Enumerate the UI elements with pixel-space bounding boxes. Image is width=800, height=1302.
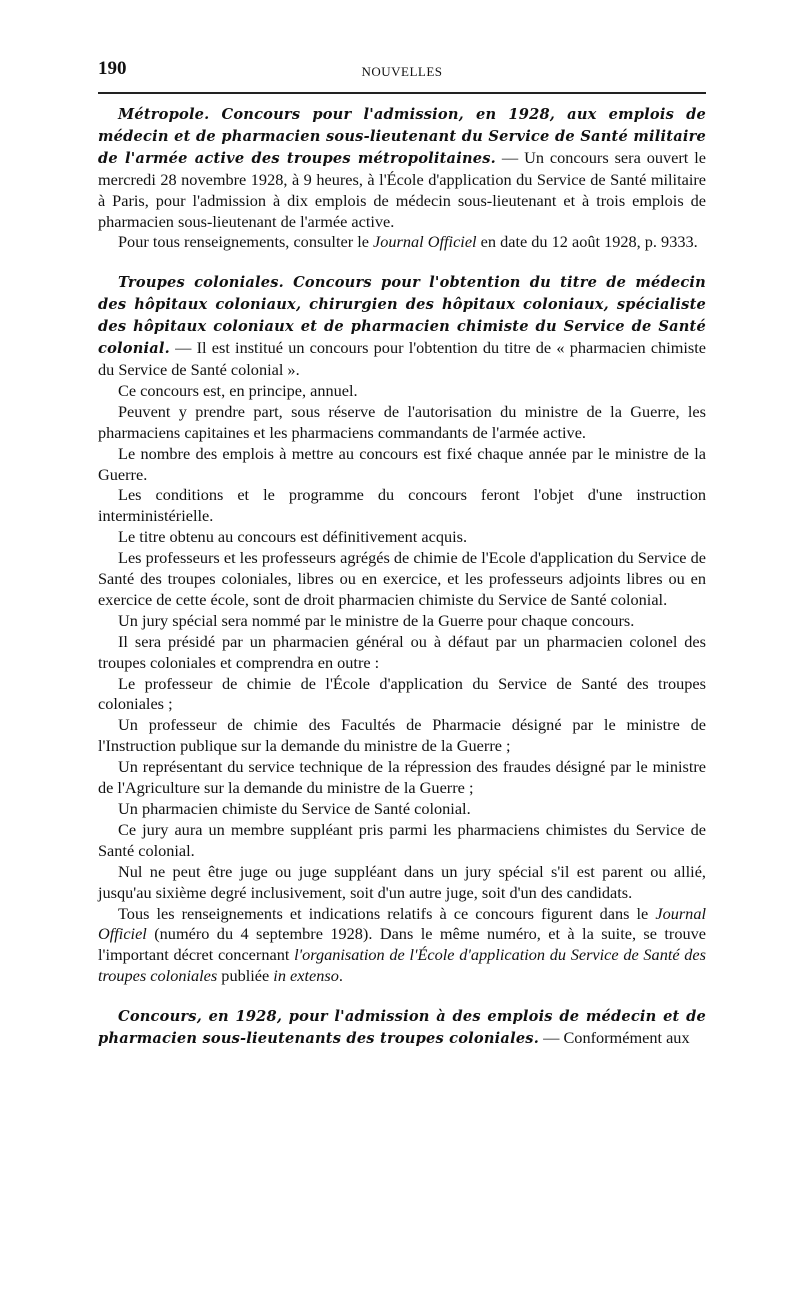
paragraph: Le professeur de chimie de l'École d'application du Service de Santé des troupes coloniales ; xyxy=(98,673,706,714)
paragraph: Ce concours est, en principe, annuel. xyxy=(118,380,358,400)
paragraph: Un professeur de chimie des Facultés de Pharmacie désigné par le ministre de l'Instruction publique sur la demande du ministre de la Guerre ; xyxy=(98,715,706,756)
section-troupes-coloniales-intro xyxy=(98,272,706,381)
paragraph: Le titre obtenu au concours est définitivement acquis. xyxy=(118,527,468,547)
section-metropole-intro xyxy=(98,104,706,232)
page-header xyxy=(98,58,706,84)
paragraph: Les conditions et le programme du concours feront l'objet d'une instruction interministérielle. xyxy=(98,485,706,526)
paragraph: Un représentant du service technique de la répression des fraudes désigné par le ministre de l'Agriculture sur la demande du ministre de la Guerre ; xyxy=(98,757,706,798)
paragraph-text: — Un concours sera ouvert le mercredi 28 novembre 1928, à 9 heures, à l'École d'application du Service de Santé militaire à Paris, pour l'admission à dix emplois de médecin sous-lieutenant et à trois emplois de pharmacien sous-lieutenant de l'armée active. xyxy=(98,147,706,231)
paragraph: Il sera présidé par un pharmacien général ou à défaut par un pharmacien colonel des troupes coloniales et comprendra en outre : xyxy=(98,631,706,672)
paragraph: Nul ne peut être juge ou juge suppléant dans un jury spécial s'il est parent ou allié, jusqu'au sixième degré inclusivement, soit d'un autre juge, soit d'un des candidats. xyxy=(98,861,706,902)
section-heading: Troupes coloniales. Concours pour l'obtention du titre de médecin des hôpitaux coloniaux, chirurgien des hôpitaux coloniaux, spécialiste des hôpitaux coloniaux et de pharmacien chimiste du Service de Santé colonial. xyxy=(98,274,706,358)
paragraph: Un pharmacien chimiste du Service de Santé colonial. xyxy=(118,799,471,818)
header-rule xyxy=(98,92,706,94)
journal-title: Journal Officiel xyxy=(98,903,706,944)
decree-title: l'organisation de l'École d'application du Service de Santé des troupes coloniales xyxy=(98,945,706,986)
paragraph: Pour tous renseignements, consulter le Journal Officiel en date du 12 août 1928, p. 9333. xyxy=(118,232,698,252)
section-heading: Concours, en 1928, pour l'admission à des emplois de médecin et de pharmacien sous-lieutenants des troupes coloniales. xyxy=(98,1008,706,1048)
section-gap xyxy=(98,987,706,1006)
paragraph: Tous les renseignements et indications relatifs à ce concours figurent dans le Journal Officiel (numéro du 4 septembre 1928). Dans le même numéro, et à la suite, se trouve l'important décret concernant l'organisation de l'École d'application du Service de Santé des troupes coloniales publiée in extenso. xyxy=(98,903,706,986)
page xyxy=(98,58,706,1050)
journal-title: Journal Officiel xyxy=(373,232,477,252)
section-gap xyxy=(98,253,706,272)
paragraph-text: — Il est institué un concours pour l'obtention du titre de « pharmacien chimiste du Service de Santé colonial ». xyxy=(98,338,706,379)
paragraph-text: — Conformément aux xyxy=(539,1028,690,1048)
paragraph: Ce jury aura un membre suppléant pris parmi les pharmaciens chimistes du Service de Santé colonial. xyxy=(98,819,706,860)
running-head: NOUVELLES xyxy=(361,64,443,79)
paragraph: Peuvent y prendre part, sous réserve de l'autorisation du ministre de la Guerre, les pharmaciens capitaines et les pharmaciens commandants de l'armée active. xyxy=(98,401,706,442)
paragraph: Un jury spécial sera nommé par le ministre de la Guerre pour chaque concours. xyxy=(118,610,635,630)
article-body xyxy=(98,104,706,1050)
section-heading: Métropole. Concours pour l'admission, en 1928, aux emplois de médecin et de pharmacien sous-lieutenant du Service de Santé militaire de l'armée active des troupes métropolitaines. xyxy=(98,106,706,167)
section-concours-1928-intro xyxy=(98,1006,706,1050)
page-number: 190 xyxy=(98,58,127,79)
paragraph: Le nombre des emplois à mettre au concours est fixé chaque année par le ministre de la Guerre. xyxy=(98,443,706,484)
paragraph: Les professeurs et les professeurs agrégés de chimie de l'Ecole d'application du Service de Santé des troupes coloniales, libres ou en exercice, et les professeurs adjoints libres ou en exercice de cette école, sont de droit pharmacien chimiste du Service de Santé colonial. xyxy=(98,548,706,609)
in-extenso: in extenso xyxy=(273,966,339,986)
